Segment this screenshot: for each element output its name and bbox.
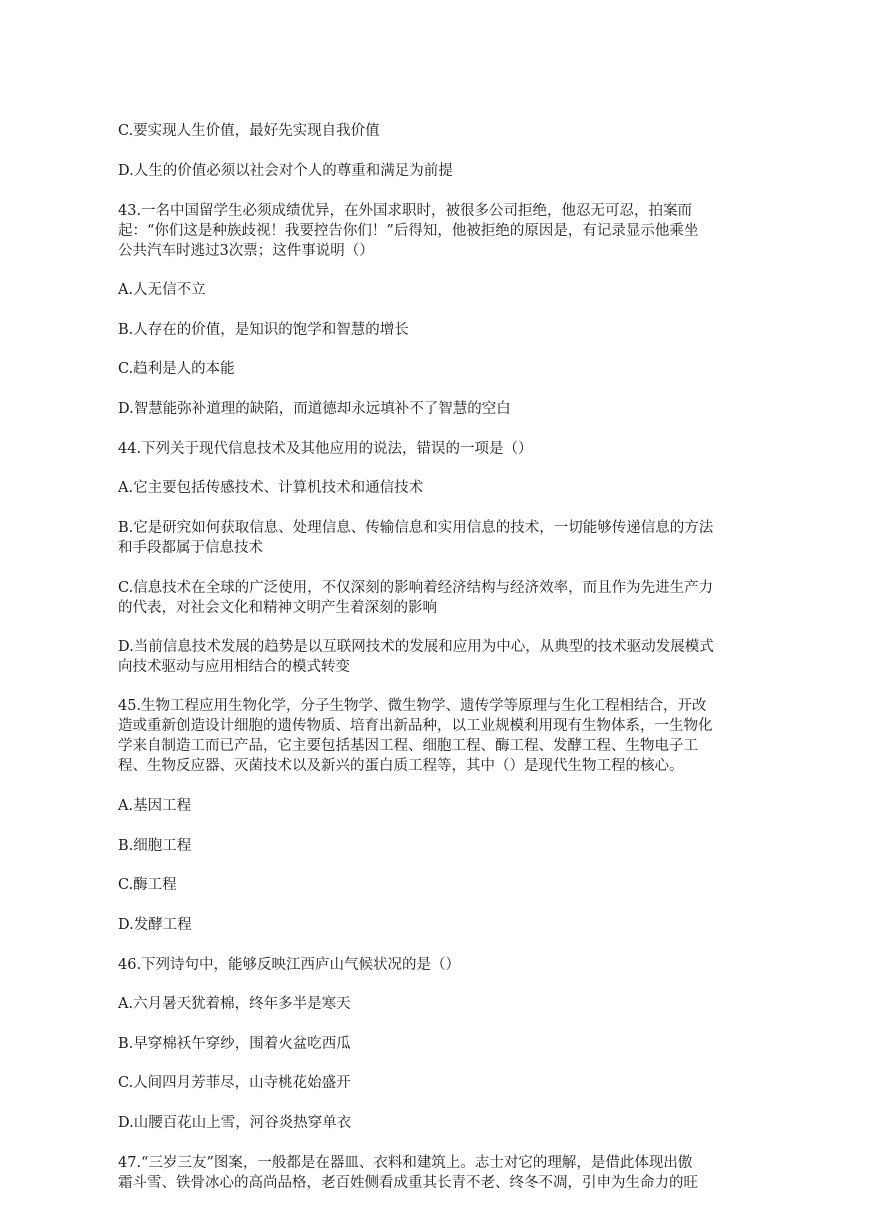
option-d-q44 <box>118 637 758 677</box>
text-line: 45.生物工程应用生物化学，分子生物学、微生物学、遗传学等原理与生化工程相结合，开改 <box>118 698 707 714</box>
text-line: 造或重新创造设计细胞的遗传物质、培育出新品种，以工业规模利用现有生物体系，一生物化 <box>118 718 713 734</box>
text-line: A.六月暑天犹着棉，终年多半是寒天 <box>118 996 351 1012</box>
text-line: D.山腰百花山上雪，河谷炎热穿单衣 <box>118 1115 352 1131</box>
option-c-q42 <box>118 121 758 141</box>
text-line: 和手段都属于信息技术 <box>118 540 263 556</box>
text-line: D.人生的价值必须以社会对个人的尊重和满足为前提 <box>118 163 453 179</box>
option-b-q45 <box>118 836 758 856</box>
option-d-q42 <box>118 161 758 181</box>
option-c-q45 <box>118 875 758 895</box>
option-b-q43 <box>118 320 758 340</box>
text-line: D.当前信息技术发展的趋势是以互联网技术的发展和应用为中心，从典型的技术驱动发展模式 <box>118 639 714 655</box>
option-b-q46 <box>118 1034 758 1054</box>
text-line: 霜斗雪、铁骨冰心的高尚品格，老百姓侧看成重其长青不老、终冬不凋，引申为生命力的旺 <box>118 1175 698 1191</box>
text-line: 公共汽车时逃过3次票；这件事说明（） <box>118 243 374 259</box>
text-line: 向技术驱动与应用相结合的模式转变 <box>118 659 350 675</box>
text-line: 程、生物反应器、灭菌技术以及新兴的蛋白质工程等，其中（）是现代生物工程的核心。 <box>118 758 684 774</box>
text-line: C.趋利是人的本能 <box>118 361 235 377</box>
text-line: D.智慧能弥补道理的缺陷，而道德却永远填补不了智慧的空白 <box>118 401 511 417</box>
text-line: 43.一名中国留学生必须成绩优异，在外国求职时，被很多公司拒绝，他忍无可忍，拍案而 <box>118 203 693 219</box>
option-a-q46 <box>118 994 758 1014</box>
option-a-q43 <box>118 280 758 300</box>
text-line: B.早穿棉袄午穿纱，围着火盆吃西瓜 <box>118 1036 351 1052</box>
text-line: D.发酵工程 <box>118 917 192 933</box>
text-line: 的代表，对社会文化和精神文明产生着深刻的影响 <box>118 600 437 616</box>
text-line: C.酶工程 <box>118 877 177 893</box>
text-line: B.细胞工程 <box>118 838 192 854</box>
text-line: 起：“你们这是种族歧视！我要控告你们！”后得知，他被拒绝的原因是，有记录显示他乘坐 <box>118 223 699 239</box>
text-line: A.人无信不立 <box>118 282 206 298</box>
text-line: C.要实现人生价值，最好先实现自我价值 <box>118 123 380 139</box>
text-line: A.基因工程 <box>118 798 192 814</box>
option-a-q45 <box>118 796 758 816</box>
text-line: B.人存在的价值，是知识的饱学和智慧的增长 <box>118 322 409 338</box>
option-d-q46 <box>118 1113 758 1133</box>
text-line: 46.下列诗句中，能够反映江西庐山气候状况的是（） <box>118 957 461 973</box>
text-line: 学来自制造工而已产品，它主要包括基因工程、细胞工程、酶工程、发酵工程、生物电子工 <box>118 738 698 754</box>
option-d-q43 <box>118 399 758 419</box>
option-c-q44 <box>118 578 758 618</box>
question-47 <box>118 1153 758 1193</box>
option-c-q43 <box>118 359 758 379</box>
text-line: C.人间四月芳菲尽，山寺桃花始盛开 <box>118 1075 351 1091</box>
option-b-q44 <box>118 518 758 558</box>
question-43 <box>118 201 758 261</box>
text-line: 47.“三岁三友”图案，一般都是在器皿、衣料和建筑上。志士对它的理解，是借此体现出傲 <box>118 1155 693 1171</box>
text-line: C.信息技术在全球的广泛使用，不仅深刻的影响着经济结构与经济效率，而且作为先进生产力 <box>118 580 714 596</box>
option-c-q46 <box>118 1073 758 1093</box>
question-46 <box>118 955 758 975</box>
option-d-q45 <box>118 915 758 935</box>
option-a-q44 <box>118 478 758 498</box>
text-line: B.它是研究如何获取信息、处理信息、传输信息和实用信息的技术，一切能够传递信息的方法 <box>118 520 714 536</box>
text-line: 44.下列关于现代信息技术及其他应用的说法，错误的一项是（） <box>118 441 533 457</box>
question-45 <box>118 696 758 776</box>
question-44 <box>118 439 758 459</box>
text-line: A.它主要包括传感技术、计算机技术和通信技术 <box>118 480 424 496</box>
